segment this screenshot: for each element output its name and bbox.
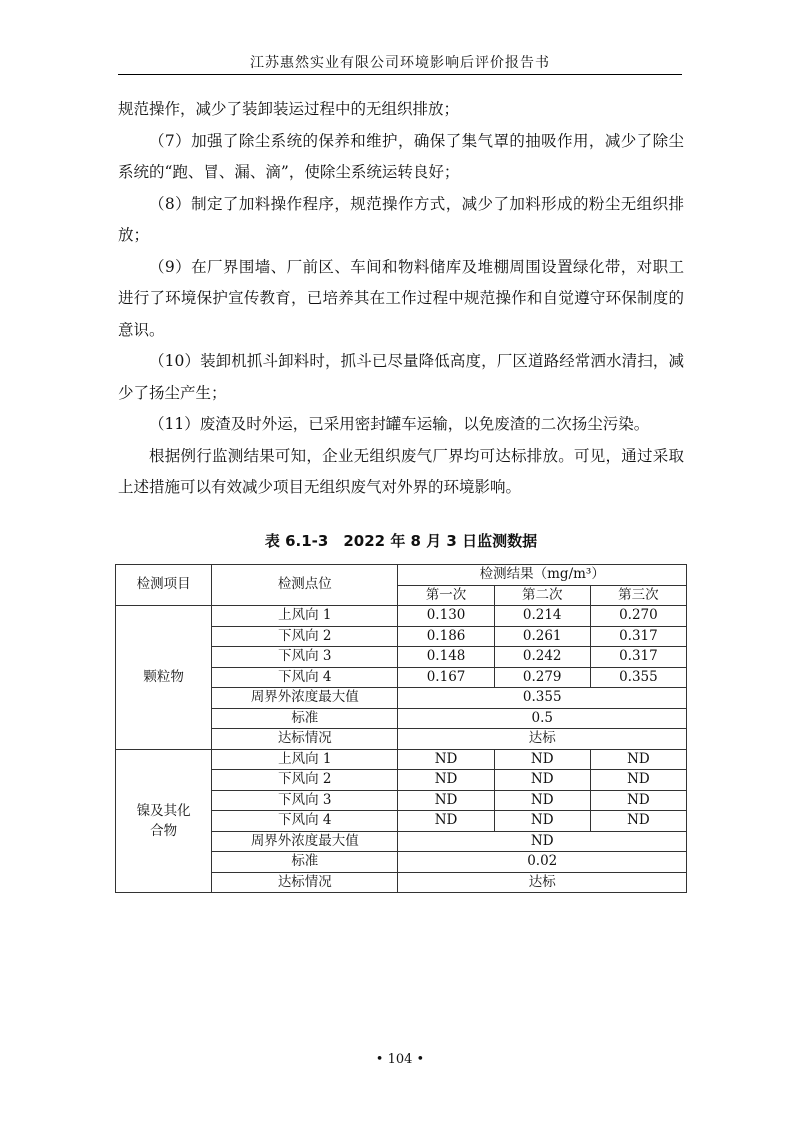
value-cell: ND <box>494 811 590 832</box>
value-cell: 0.261 <box>494 626 590 647</box>
table-title: 表 6.1-3 2022 年 8 月 3 日监测数据 <box>264 532 538 550</box>
page-number: • 104 • <box>375 1052 425 1067</box>
paragraph: （9）在厂界围墙、厂前区、车间和物料储库及堆棚周围设置绿化带，对职工进行了环境保护宣传教育，已培养其在工作过程中规范操作和自觉遵守环保制度的意识。 <box>118 257 684 339</box>
point-cell: 下风向 2 <box>212 626 398 647</box>
monitoring-data-table <box>115 564 687 893</box>
paragraph: （10）装卸机抓斗卸料时，抓斗已尽量降低高度，厂区道路经常洒水清扫，减少了扬尘产生； <box>118 352 684 402</box>
paragraph: （8）制定了加料操作程序，规范操作方式，减少了加料形成的粉尘无组织排放； <box>118 194 684 244</box>
standard-label-cell: 标准 <box>212 852 398 873</box>
value-cell: 0.270 <box>590 606 686 627</box>
standard-value-cell: 0.5 <box>398 708 687 729</box>
header-rule <box>118 74 682 75</box>
value-cell: ND <box>494 770 590 791</box>
header-first: 第一次 <box>398 585 494 606</box>
body-text <box>118 94 684 504</box>
value-cell: ND <box>398 749 494 770</box>
status-value-cell: 达标 <box>398 729 687 750</box>
value-cell: 0.130 <box>398 606 494 627</box>
point-cell: 下风向 2 <box>212 770 398 791</box>
max-value-cell: 0.355 <box>398 688 687 709</box>
value-cell: 0.148 <box>398 647 494 668</box>
header-second: 第二次 <box>494 585 590 606</box>
value-cell: ND <box>398 770 494 791</box>
point-cell: 下风向 3 <box>212 647 398 668</box>
value-cell: ND <box>398 811 494 832</box>
value-cell: ND <box>590 770 686 791</box>
point-cell: 上风向 1 <box>212 606 398 627</box>
value-cell: ND <box>494 749 590 770</box>
paragraph: 根据例行监测结果可知，企业无组织废气厂界均可达标排放。可见，通过采取上述措施可以有效减少项目无组织废气对外界的环境影响。 <box>118 446 684 496</box>
value-cell: 0.186 <box>398 626 494 647</box>
value-cell: 0.355 <box>590 667 686 688</box>
max-value-cell: ND <box>398 831 687 852</box>
max-label-cell: 周界外浓度最大值 <box>212 688 398 709</box>
paragraph: （7）加强了除尘系统的保养和维护，确保了集气罩的抽吸作用，减少了除尘系统的“跑、冒、漏、滴”，使除尘系统运转良好； <box>118 131 684 181</box>
max-label-cell: 周界外浓度最大值 <box>212 831 398 852</box>
standard-value-cell: 0.02 <box>398 852 687 873</box>
value-cell: 0.279 <box>494 667 590 688</box>
status-label-cell: 达标情况 <box>212 872 398 893</box>
value-cell: 0.214 <box>494 606 590 627</box>
page-header-title: 江苏惠然实业有限公司环境影响后评价报告书 <box>250 55 550 71</box>
status-label-cell: 达标情况 <box>212 729 398 750</box>
paragraph: （11）废渣及时外运，已采用密封罐车运输，以免废渣的二次扬尘污染。 <box>149 415 650 433</box>
header-point: 检测点位 <box>212 565 398 606</box>
paragraph: 规范操作，减少了装卸装运过程中的无组织排放； <box>118 100 460 118</box>
status-value-cell: 达标 <box>398 872 687 893</box>
value-cell: 0.167 <box>398 667 494 688</box>
value-cell: ND <box>398 790 494 811</box>
value-cell: 0.317 <box>590 626 686 647</box>
point-cell: 下风向 3 <box>212 790 398 811</box>
table-row <box>116 606 687 627</box>
item-cell: 颗粒物 <box>116 606 212 750</box>
header-item: 检测项目 <box>116 565 212 606</box>
value-cell: ND <box>494 790 590 811</box>
value-cell: ND <box>590 749 686 770</box>
value-cell: ND <box>590 811 686 832</box>
value-cell: 0.242 <box>494 647 590 668</box>
item-cell: 镍及其化合物 <box>116 749 212 893</box>
value-cell: 0.317 <box>590 647 686 668</box>
standard-label-cell: 标准 <box>212 708 398 729</box>
header-third: 第三次 <box>590 585 686 606</box>
point-cell: 下风向 4 <box>212 811 398 832</box>
table-row <box>116 749 687 770</box>
point-cell: 下风向 4 <box>212 667 398 688</box>
value-cell: ND <box>590 790 686 811</box>
point-cell: 上风向 1 <box>212 749 398 770</box>
header-result: 检测结果（mg/m³） <box>398 565 687 586</box>
